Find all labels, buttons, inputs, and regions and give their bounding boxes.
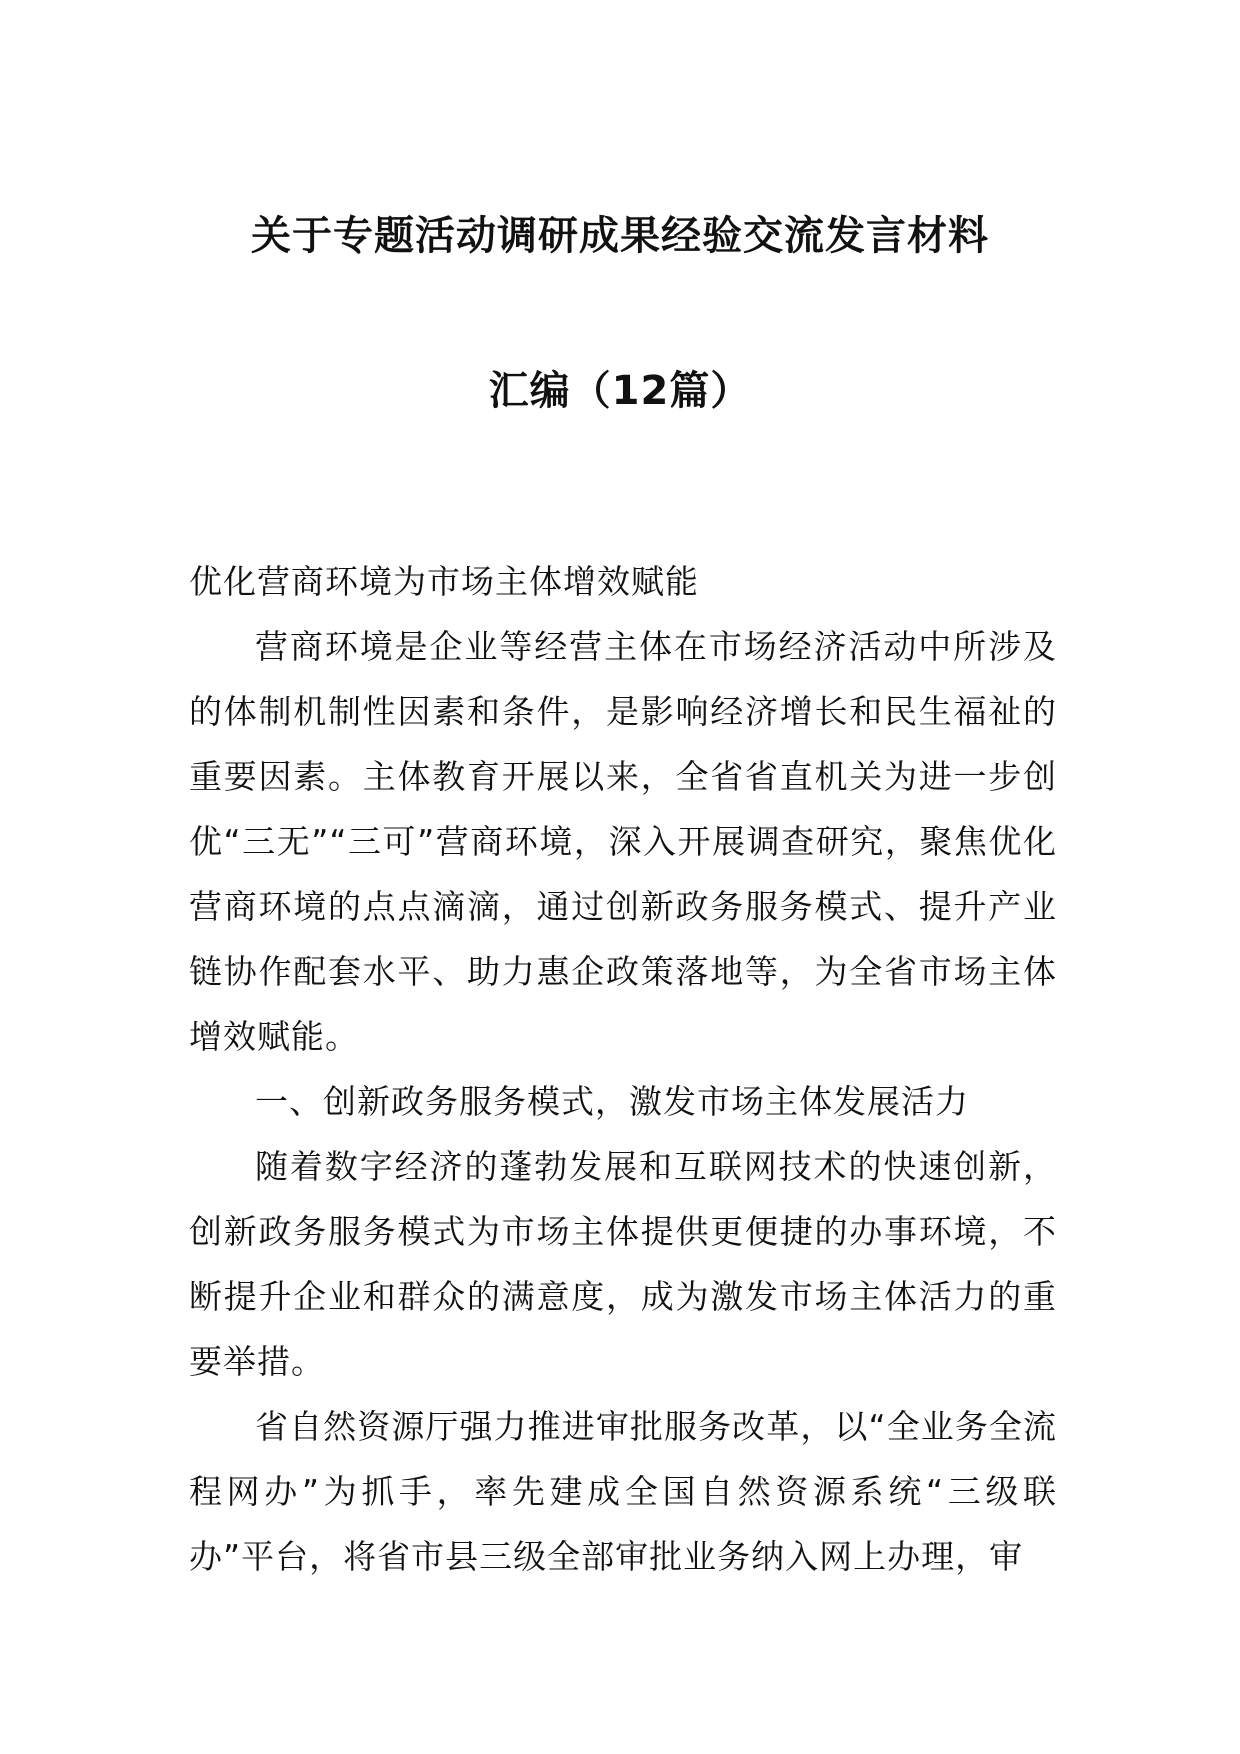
paragraph-digital-economy: 随着数字经济的蓬勃发展和互联网技术的快速创新，创新政务服务模式为市场主体提供更便捷的办事环境，不断提升企业和群众的满意度，成为激发市场主体活力的重要举措。 [189,1147,1057,1381]
paragraph-intro: 营商环境是企业等经营主体在市场经济活动中所涉及的体制机制性因素和条件，是影响经济增长和民生福祉的重要因素。主体教育开展以来，全省省直机关为进一步创优“三无”“三可”营商环境，深入开展调查研究，聚焦优化营商环境的点点滴滴，通过创新政务服务模式、提升产业链协作配套水平、助力惠企政策落地等，为全省市场主体增效赋能。 [189,627,1057,1056]
document-title-line-2: 汇编（12篇） [488,368,752,414]
section-title: 优化营商环境为市场主体增效赋能 [189,562,699,601]
document-body [189,549,1057,1589]
document-title-line-1: 关于专题活动调研成果经验交流发言材料 [251,213,989,259]
heading-one: 一、创新政务服务模式，激发市场主体发展活力 [255,1082,969,1121]
paragraph-natural-resources: 省自然资源厅强力推进审批服务改革，以“全业务全流程网办”为抓手，率先建成全国自然资源系统“三级联办”平台，将省市县三级全部审批业务纳入网上办理，审 [189,1407,1057,1576]
